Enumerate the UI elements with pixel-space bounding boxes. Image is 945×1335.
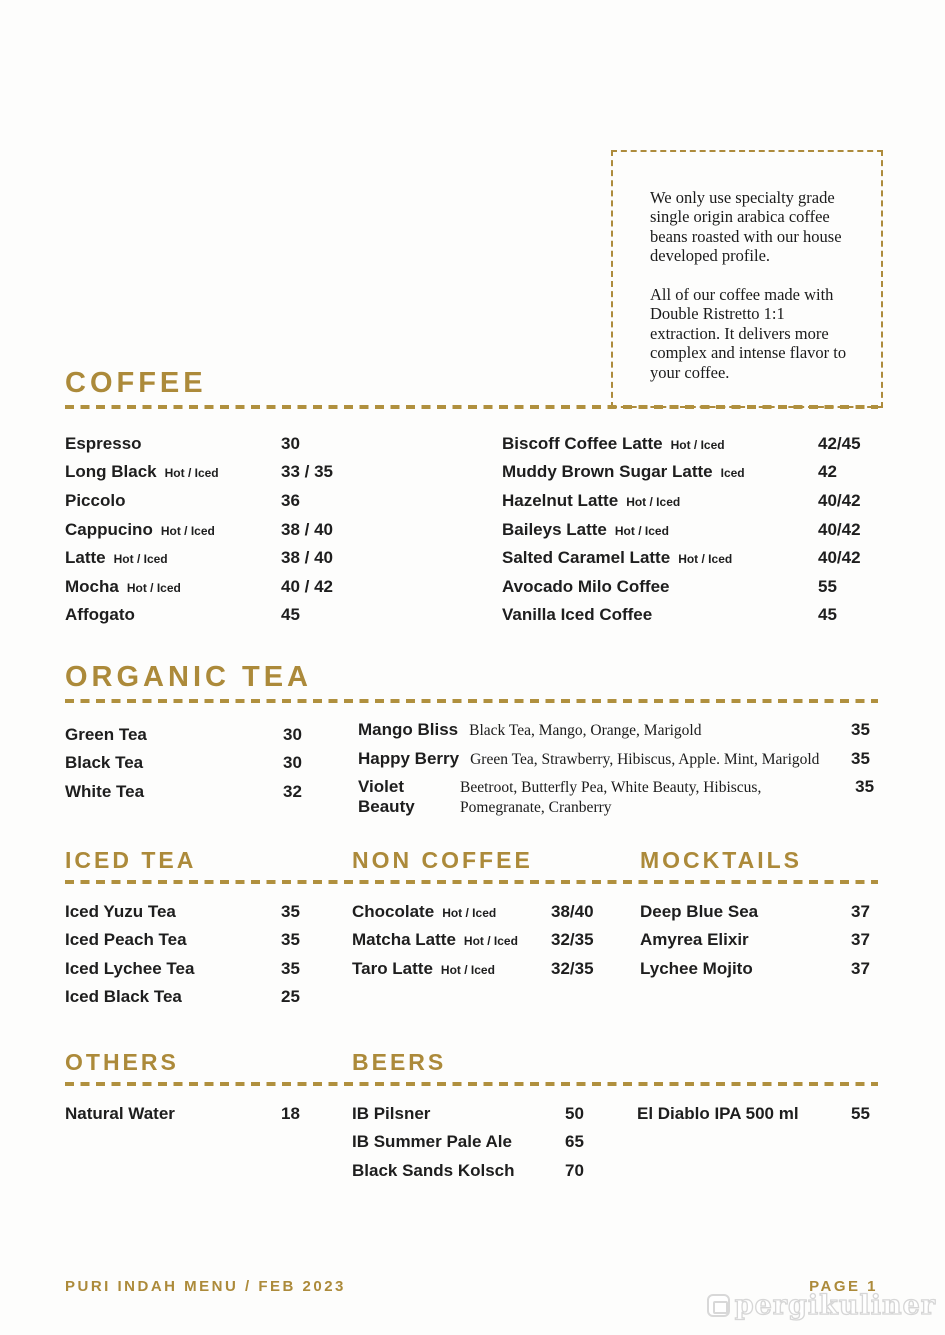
item-price: 30 (283, 724, 302, 744)
item-name: Iced Lychee Tea (65, 958, 195, 978)
iced-tea-list (65, 897, 352, 1011)
item-price: 65 (565, 1132, 584, 1152)
menu-item-row (358, 777, 878, 818)
menu-item-row (352, 1156, 637, 1185)
menu-item-row (502, 429, 878, 458)
item-price: 37 (851, 958, 870, 978)
footer-menu-label: PURI INDAH MENU / FEB 2023 (65, 1278, 346, 1295)
divider-organic-tea (65, 699, 878, 703)
item-name: Affogato (65, 605, 135, 625)
section-title-iced-tea: ICED TEA (65, 847, 197, 873)
item-price: 35 (281, 901, 300, 921)
coffee-right-list (502, 429, 878, 629)
item-name: Baileys Latte (502, 519, 607, 539)
menu-item-row (502, 572, 878, 601)
item-name: Muddy Brown Sugar Latte (502, 462, 713, 482)
menu-item-row (65, 487, 415, 516)
item-name: Deep Blue Sea (640, 901, 759, 921)
item-serving-tag: Hot / Iced (160, 523, 215, 538)
item-name: Matcha Latte (352, 930, 456, 950)
beers-list (352, 1099, 637, 1185)
menu-item-row (502, 544, 878, 573)
item-price: 35 (851, 748, 870, 768)
menu-item-row (65, 749, 358, 778)
item-price: 55 (851, 1103, 870, 1123)
item-name: Natural Water (65, 1103, 175, 1123)
menu-item-row (65, 1099, 352, 1128)
item-price: 42/45 (818, 433, 861, 453)
divider-coffee (65, 405, 878, 409)
menu-item-row (502, 515, 878, 544)
item-price: 38 / 40 (281, 548, 333, 568)
item-price: 35 (281, 958, 300, 978)
item-name: Mango Bliss (358, 720, 459, 740)
section-organic-tea (65, 662, 878, 818)
item-price: 40/42 (818, 548, 861, 568)
item-name: Violet Beauty (358, 777, 415, 817)
item-name: Vanilla Iced Coffee (502, 605, 653, 625)
item-name: Biscoff Coffee Latte (502, 433, 663, 453)
item-ingredients: Beetroot, Butterfly Pea, White Beauty, Hibiscus, Pomegranate, Cranberry (460, 779, 762, 817)
menu-item-row (358, 749, 878, 777)
bottom-band-headings (65, 1050, 878, 1075)
beers-right-list (637, 1099, 878, 1185)
item-price: 40/42 (818, 490, 861, 510)
item-price: 40 / 42 (281, 576, 333, 596)
heading-spacer (637, 1050, 878, 1075)
item-name: White Tea (65, 781, 145, 801)
menu-item-row (65, 897, 352, 926)
watermark-text: pergikuliner (734, 1290, 936, 1321)
item-price: 36 (281, 490, 300, 510)
menu-item-row (65, 572, 415, 601)
item-serving-tag: Hot / Iced (440, 962, 495, 977)
section-bottom-band (65, 1050, 878, 1185)
item-price: 32/35 (551, 930, 594, 950)
organic-tea-left-list (65, 720, 358, 818)
item-name: Lychee Mojito (640, 958, 753, 978)
section-title-others: OTHERS (65, 1049, 179, 1075)
section-title-mocktails: MOCKTAILS (640, 847, 803, 873)
menu-item-row (65, 601, 415, 630)
others-list (65, 1099, 352, 1185)
item-name: IB Summer Pale Ale (352, 1132, 512, 1152)
item-serving-tag: Hot / Iced (614, 523, 669, 538)
item-name: Happy Berry (358, 748, 460, 768)
item-price: 30 (281, 433, 300, 453)
section-title-organic-tea: ORGANIC TEA (65, 661, 312, 693)
note-paragraph-1: We only use specialty grade single origin arabica coffee beans roasted with our house developed profile. (650, 188, 842, 266)
note-paragraph-2: All of our coffee made with Double Ristretto 1:1 extraction. It delivers more complex and intense flavor to your coffee. (650, 284, 847, 382)
menu-item-row (65, 720, 358, 749)
item-name: Piccolo (65, 490, 126, 510)
menu-item-row (358, 720, 878, 748)
item-price: 33 / 35 (281, 462, 333, 482)
item-name: Black Tea (65, 753, 144, 773)
organic-tea-columns (65, 720, 878, 818)
item-price: 35 (281, 930, 300, 950)
item-name: Salted Caramel Latte (502, 548, 671, 568)
item-price: 32 (283, 781, 302, 801)
item-price: 30 (283, 753, 302, 773)
item-serving-tag: Hot / Iced (626, 494, 681, 509)
item-name: Latte (65, 548, 106, 568)
organic-tea-right-list (358, 720, 878, 818)
item-name: Amyrea Elixir (640, 930, 749, 950)
item-serving-tag: Hot / Iced (678, 552, 733, 567)
menu-item-row (502, 487, 878, 516)
item-name: Hazelnut Latte (502, 490, 619, 510)
item-name: Iced Yuzu Tea (65, 901, 176, 921)
section-title-beers: BEERS (352, 1049, 447, 1075)
menu-item-row (502, 458, 878, 487)
menu-item-row (65, 544, 415, 573)
section-title-non-coffee: NON COFFEE (352, 847, 533, 873)
item-name: IB Pilsner (352, 1103, 431, 1123)
item-name: Espresso (65, 433, 142, 453)
item-price: 40/42 (818, 519, 861, 539)
item-ingredients: Black Tea, Mango, Orange, Marigold (469, 722, 702, 740)
item-name: Cappucino (65, 519, 153, 539)
non-coffee-list (352, 897, 640, 1011)
section-title-coffee: COFFEE (65, 367, 207, 399)
item-serving-tag: Hot / Iced (463, 934, 518, 949)
item-price: 50 (565, 1103, 584, 1123)
item-price: 18 (281, 1103, 300, 1123)
item-name: Iced Black Tea (65, 987, 182, 1007)
menu-item-row (352, 897, 640, 926)
menu-item-row (65, 954, 352, 983)
divider-drinks-band (65, 880, 878, 884)
item-serving-tag: Hot / Iced (442, 905, 497, 920)
footer-page-number: PAGE 1 (809, 1278, 878, 1295)
menu-item-row (65, 778, 358, 807)
coffee-columns (65, 429, 878, 629)
item-price: 45 (818, 605, 837, 625)
item-price: 25 (281, 987, 300, 1007)
menu-item-row (352, 1099, 637, 1128)
item-name: Black Sands Kolsch (352, 1160, 515, 1180)
item-ingredients: Green Tea, Strawberry, Hibiscus, Apple. Mint, Marigold (470, 750, 820, 768)
menu-item-row (65, 458, 415, 487)
item-serving-tag: Iced (720, 466, 745, 481)
item-price: 35 (851, 720, 870, 740)
item-name: Green Tea (65, 724, 147, 744)
section-coffee (65, 368, 878, 630)
item-price: 37 (851, 901, 870, 921)
menu-item-row (640, 954, 878, 983)
menu-item-row (640, 897, 878, 926)
item-price: 55 (818, 576, 837, 596)
drinks-band-columns (65, 897, 878, 1011)
item-name: El Diablo IPA 500 ml (637, 1103, 799, 1123)
item-name: Long Black (65, 462, 157, 482)
pergikuliner-logo-icon (707, 1294, 730, 1317)
menu-item-row (637, 1099, 878, 1128)
item-price: 37 (851, 930, 870, 950)
item-serving-tag: Hot / Iced (670, 437, 725, 452)
item-price: 42 (818, 462, 837, 482)
menu-item-row (352, 954, 640, 983)
divider-bottom-band (65, 1082, 878, 1086)
section-drinks-band (65, 848, 878, 1012)
menu-item-row (65, 926, 352, 955)
item-price: 32/35 (551, 958, 594, 978)
item-serving-tag: Hot / Iced (113, 552, 168, 567)
item-serving-tag: Hot / Iced (126, 580, 181, 595)
item-price: 38/40 (551, 901, 594, 921)
item-price: 38 / 40 (281, 519, 333, 539)
bottom-band-columns (65, 1099, 878, 1185)
menu-item-row (352, 926, 640, 955)
menu-item-row (502, 601, 878, 630)
item-serving-tag: Hot / Iced (164, 466, 219, 481)
item-name: Iced Peach Tea (65, 930, 187, 950)
menu-item-row (65, 983, 352, 1012)
drinks-band-headings (65, 848, 878, 873)
item-name: Mocha (65, 576, 119, 596)
menu-item-row (65, 429, 415, 458)
item-name: Chocolate (352, 901, 435, 921)
pergikuliner-watermark (707, 1292, 936, 1319)
menu-item-row (640, 926, 878, 955)
item-price: 70 (565, 1160, 584, 1180)
menu-item-row (65, 515, 415, 544)
item-price: 35 (855, 777, 875, 797)
menu-item-row (352, 1128, 637, 1157)
item-name: Avocado Milo Coffee (502, 576, 670, 596)
item-price: 45 (281, 605, 300, 625)
item-name: Taro Latte (352, 958, 433, 978)
mocktails-list (640, 897, 878, 1011)
coffee-left-list (65, 429, 415, 629)
